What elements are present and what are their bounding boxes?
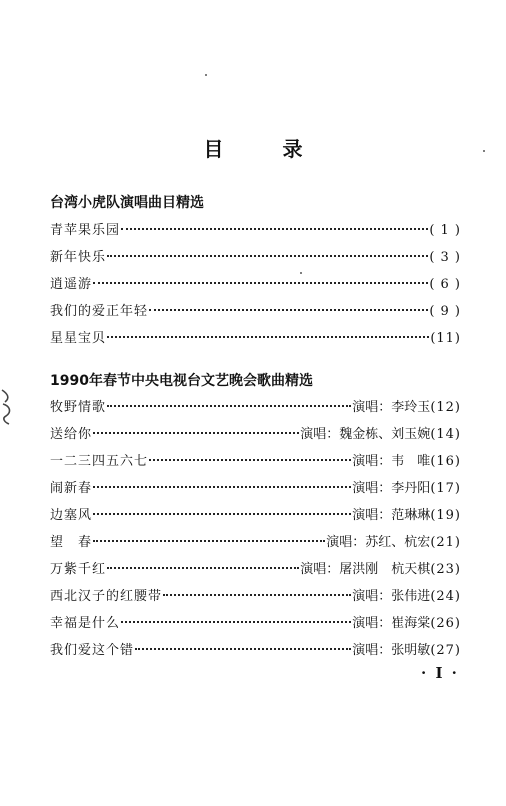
toc-entry[interactable] (50, 396, 461, 423)
dot-leader (121, 228, 428, 230)
dot-leader (121, 621, 351, 623)
section-heading-tigers: 台湾小虎队演唱曲目精选 (50, 195, 204, 211)
toc-entry[interactable] (50, 219, 461, 246)
song-title: 边塞风 (50, 508, 93, 523)
page-number: (17) (430, 481, 461, 496)
toc-entry[interactable] (50, 450, 461, 477)
toc-entry[interactable] (50, 558, 461, 585)
dot-leader (93, 540, 325, 542)
page-number: (19) (430, 508, 461, 523)
singer-credit: 演唱：张明敏 (352, 643, 431, 658)
song-title: 望 春 (50, 535, 93, 550)
singer-credit: 演唱：韦 唯 (352, 454, 431, 469)
toc-entry[interactable] (50, 612, 461, 639)
song-title: 西北汉子的红腰带 (50, 589, 163, 604)
toc-entry[interactable] (50, 246, 461, 273)
page-number: (11) (430, 331, 461, 346)
dot-leader (93, 432, 299, 434)
singer-credit: 演唱：张伟进 (352, 589, 431, 604)
song-title: 送给你 (50, 427, 93, 442)
dot-leader (93, 486, 351, 488)
page-number: (16) (430, 454, 461, 469)
toc-entry[interactable] (50, 585, 461, 612)
toc-title: 目 录 (203, 137, 329, 161)
dot-leader (149, 309, 428, 311)
toc-entry[interactable] (50, 504, 461, 531)
dot-leader (93, 282, 428, 284)
page-folio: · I · (421, 664, 459, 682)
page-number: (26) (430, 616, 461, 631)
page-number: ( 9 ) (429, 304, 461, 319)
section-list-gala (50, 396, 461, 666)
toc-entry[interactable] (50, 477, 461, 504)
singer-credit: 演唱：崔海棠 (352, 616, 431, 631)
song-title: 逍遥游 (50, 277, 93, 292)
song-title: 牧野情歌 (50, 400, 107, 415)
dot-leader (135, 648, 351, 650)
song-title: 闹新春 (50, 481, 93, 496)
song-title: 青苹果乐园 (50, 223, 121, 238)
page-number: (12) (430, 400, 461, 415)
dot-leader (107, 567, 299, 569)
singer-credit: 演唱：魏金栋、刘玉婉 (300, 427, 431, 442)
margin-scribble (0, 388, 14, 428)
page-number: (21) (430, 535, 461, 550)
singer-credit: 演唱：苏红、杭宏 (326, 535, 431, 550)
song-title: 万紫千红 (50, 562, 107, 577)
page-number: (23) (430, 562, 461, 577)
toc-entry[interactable] (50, 327, 461, 354)
page-number: ( 1 ) (429, 223, 461, 238)
dot-leader (93, 513, 351, 515)
toc-entry[interactable] (50, 423, 461, 450)
toc-entry[interactable] (50, 273, 461, 300)
toc-entry[interactable] (50, 531, 461, 558)
dot-leader (107, 405, 351, 407)
toc-entry[interactable] (50, 639, 461, 666)
singer-credit: 演唱：李玲玉 (352, 400, 431, 415)
page-number: ( 6 ) (429, 277, 461, 292)
singer-credit: 演唱：李丹阳 (352, 481, 431, 496)
song-title: 我们爱这个错 (50, 643, 135, 658)
dot-leader (149, 459, 351, 461)
page-number: ( 3 ) (429, 250, 461, 265)
page-number: (14) (430, 427, 461, 442)
dot-leader (107, 336, 429, 338)
song-title: 一二三四五六七 (50, 454, 149, 469)
song-title: 我们的爱正年轻 (50, 304, 149, 319)
toc-entry[interactable] (50, 300, 461, 327)
page-number: (27) (430, 643, 461, 658)
song-title: 幸福是什么 (50, 616, 121, 631)
singer-credit: 演唱：范琳琳 (352, 508, 431, 523)
song-title: 新年快乐 (50, 250, 107, 265)
dot-leader (107, 255, 428, 257)
section-heading-gala: 1990年春节中央电视台文艺晚会歌曲精选 (50, 373, 313, 389)
dot-leader (163, 594, 351, 596)
song-title: 星星宝贝 (50, 331, 107, 346)
page-number: (24) (430, 589, 461, 604)
paper-speck (205, 74, 207, 76)
singer-credit: 演唱：屠洪刚 杭天棋 (300, 562, 431, 577)
section-list-tigers (50, 219, 461, 354)
